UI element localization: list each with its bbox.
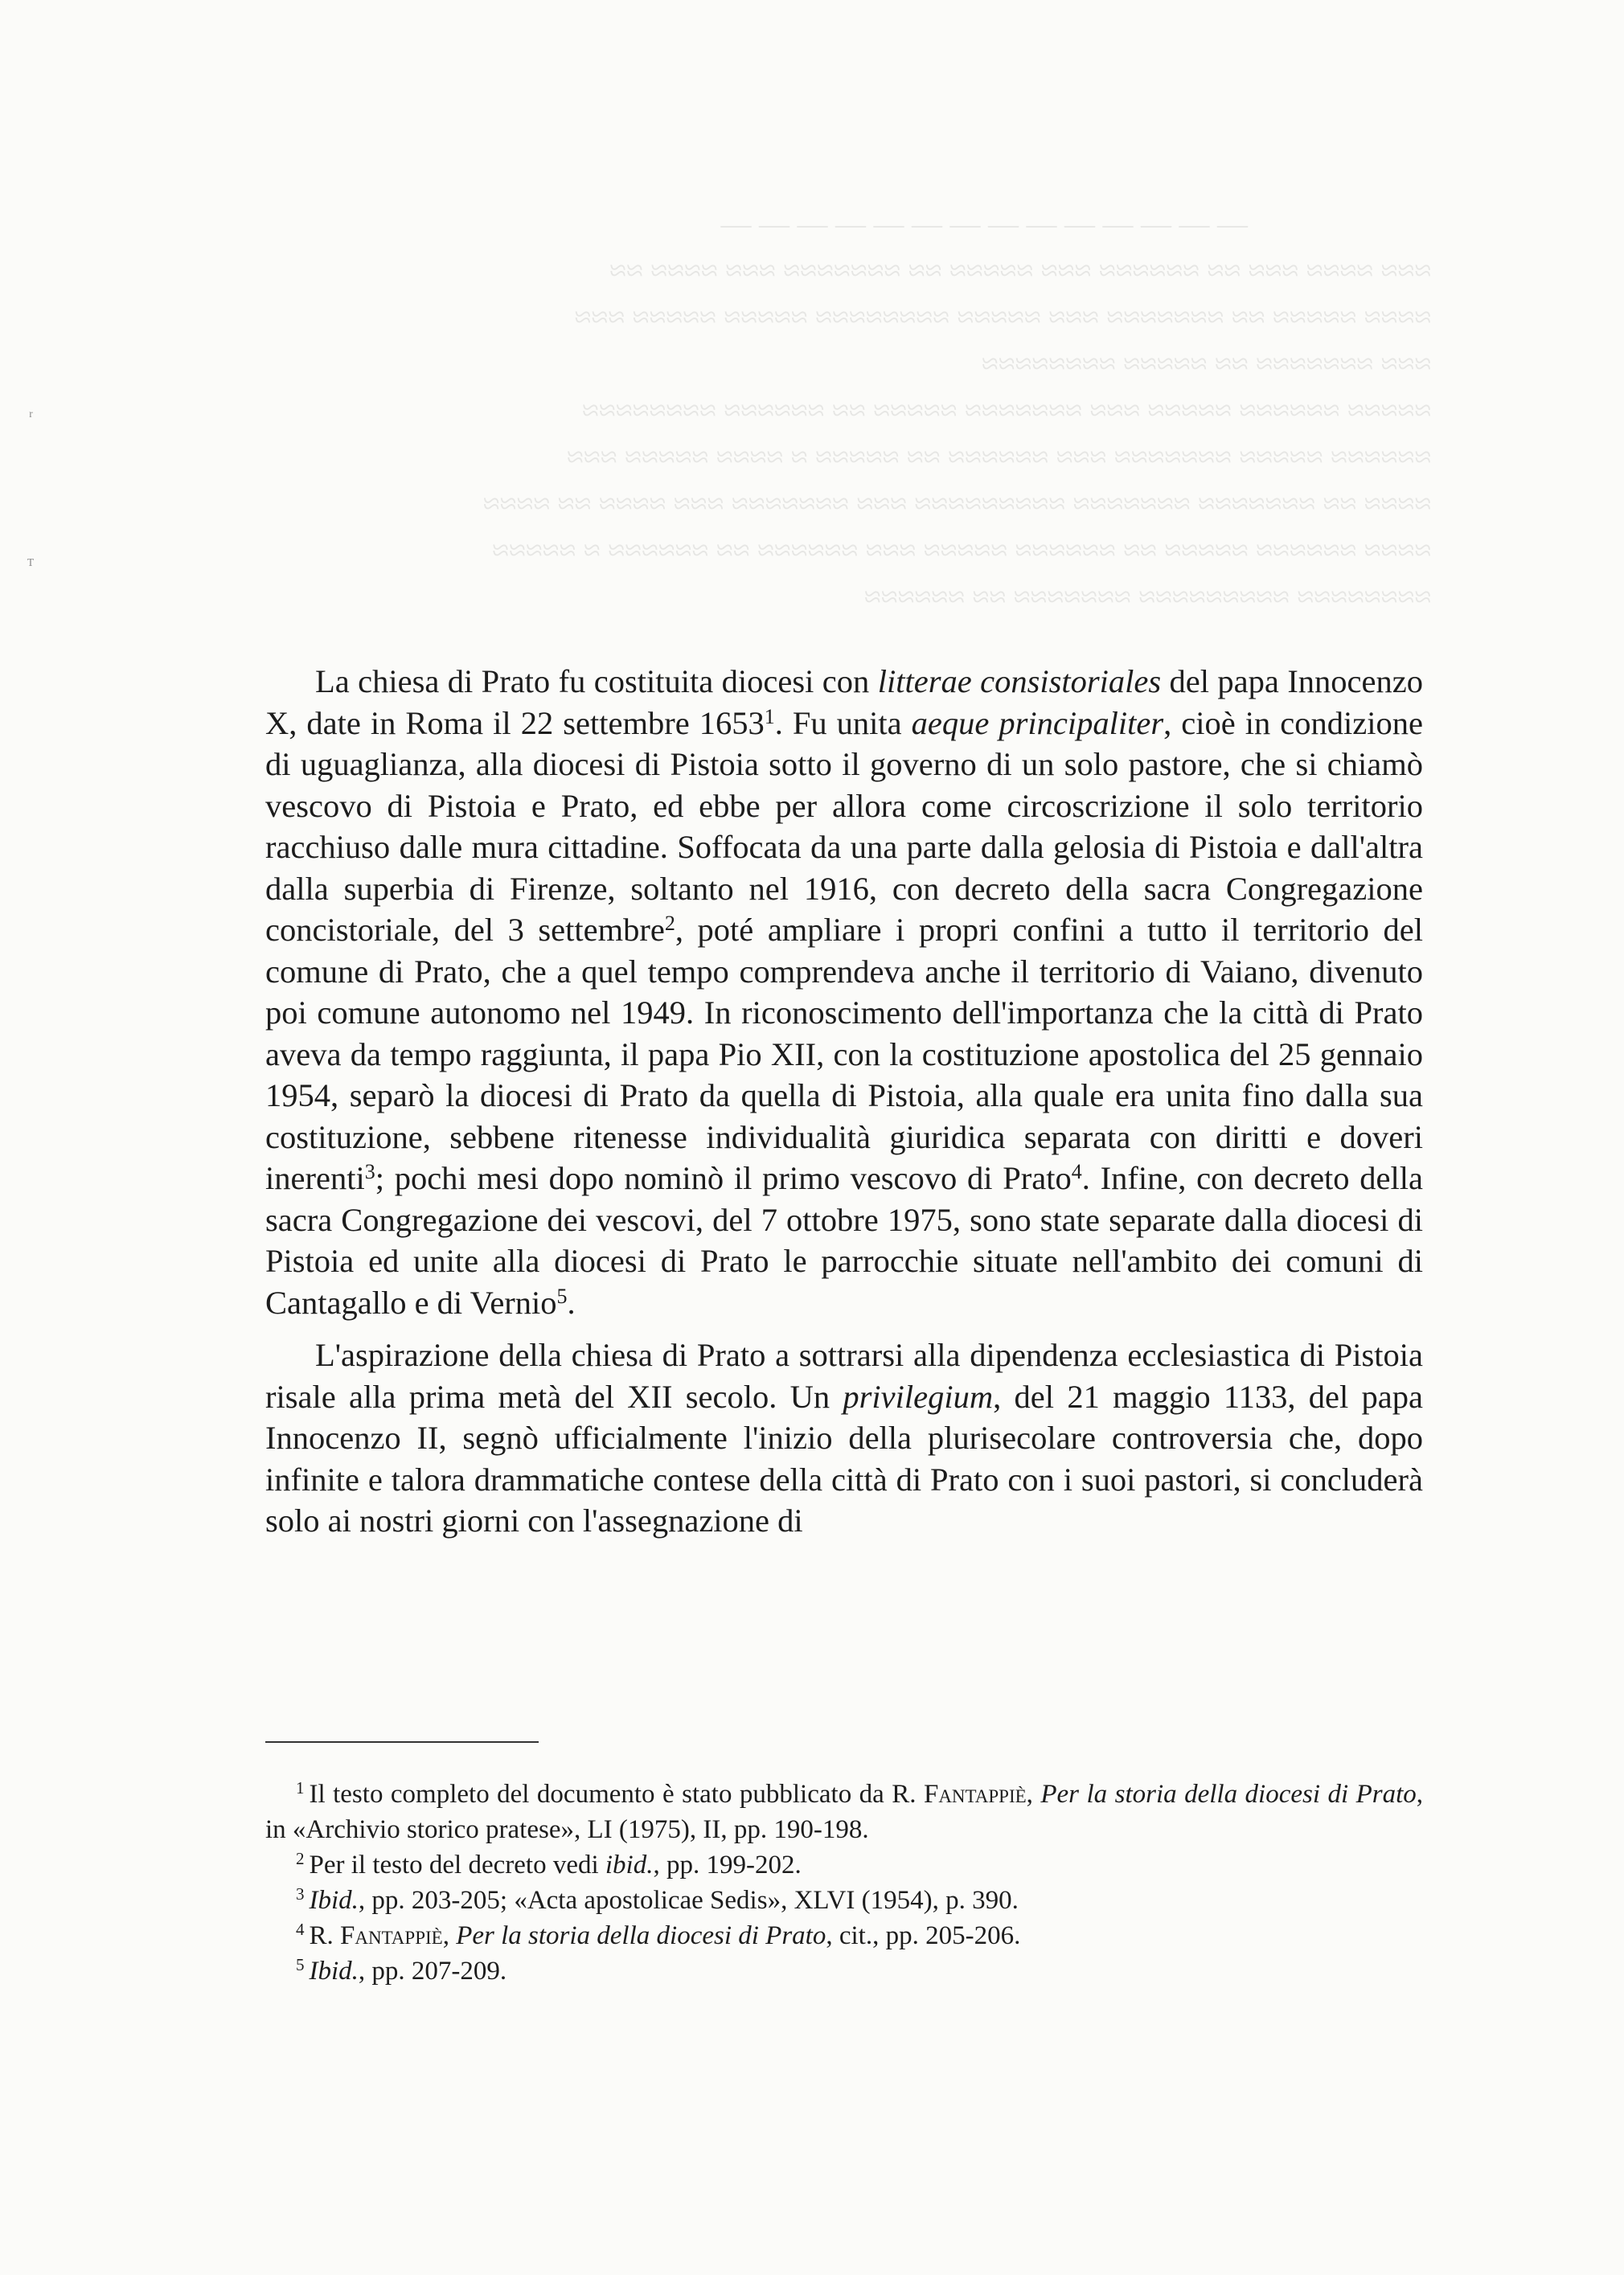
italic-term: litterae consistoriales: [877, 663, 1162, 699]
text-run: del papa Innocenzo X, date in Roma il 22 settembre 1653: [265, 663, 1423, 741]
footnote-2: [265, 1847, 1423, 1883]
footnote-5: [265, 1953, 1423, 1989]
author-name: Fantappiè: [340, 1921, 443, 1950]
note-text: , pp. 199-202.: [653, 1851, 802, 1879]
footnotes: [265, 1777, 1423, 1989]
footnote-ref: 1: [764, 704, 775, 728]
text-run: L'aspirazione della chiesa di Prato a sottrarsi alla dipendenza ecclesiastica di Pistoia risale alla prima metà del XII secolo. Un: [265, 1337, 1423, 1415]
note-title: Per la storia della diocesi di Prato: [1040, 1780, 1417, 1809]
footnote-3: [265, 1883, 1423, 1918]
footnote-ref: 4: [1071, 1160, 1082, 1183]
footnote-number: 5: [296, 1955, 305, 1974]
author-name: Fantappiè: [923, 1780, 1027, 1809]
note-title: Per la storia della diocesi di Prato: [456, 1921, 826, 1950]
note-title: Ibid.: [309, 1886, 359, 1915]
note-text: Il testo completo del documento è stato pubblicato da R.: [309, 1780, 924, 1809]
text-run: ; pochi mesi dopo nominò il primo vescovo di Prato: [375, 1160, 1072, 1196]
note-text: , in «Archivio storico pratese», LI (1975), II, pp. 190-198.: [265, 1780, 1423, 1844]
note-text: Per il testo del decreto vedi: [309, 1851, 605, 1879]
footnote-number: 2: [296, 1849, 305, 1868]
italic-term: aeque principaliter: [911, 704, 1164, 741]
main-text: [265, 661, 1423, 1542]
text-run: . Fu unita: [774, 704, 912, 741]
note-title: Ibid.: [309, 1957, 359, 1986]
bleed-through-text: — — — — — — — — — — — — — — ≈≈≈ ≈≈≈≈ ≈≈≈ ≈≈ ≈≈≈≈≈≈ ≈≈≈ ≈≈≈≈≈ ≈≈ ≈≈≈≈≈≈≈ ≈≈≈ ≈≈≈≈ ≈≈ ≈≈≈≈ ≈≈≈≈≈ ≈≈ ≈≈≈≈≈≈≈ ≈≈≈ ≈≈≈≈≈ ≈≈≈≈≈≈≈≈ ≈≈≈≈≈ ≈≈≈≈≈ ≈≈≈ ≈≈≈ ≈≈≈≈≈≈≈ ≈≈ ≈≈≈≈≈ ≈≈≈≈≈≈≈≈ ≈≈≈≈≈ ≈≈≈≈≈≈ ≈≈≈≈≈ ≈≈≈ ≈≈≈≈≈≈≈ ≈≈≈≈≈ ≈≈ ≈≈≈≈≈≈ ≈≈≈≈≈≈≈≈ ≈≈≈≈≈≈ ≈≈≈≈≈ ≈≈≈≈≈≈≈ ≈≈≈ ≈≈≈≈≈≈ ≈≈ ≈≈≈≈≈ ≈ ≈≈≈≈ ≈≈≈≈≈ ≈≈≈ ≈≈≈≈ ≈≈ ≈≈≈≈≈≈≈ ≈≈≈≈≈≈≈ ≈≈≈≈≈≈≈≈≈ ≈≈≈ ≈≈≈≈≈≈≈ ≈≈≈ ≈≈≈≈ ≈≈ ≈≈≈≈ ≈≈≈≈ ≈≈≈≈≈≈ ≈≈≈≈≈ ≈≈ ≈≈≈≈≈≈ ≈≈≈≈≈ ≈≈≈ ≈≈≈≈≈≈ ≈≈ ≈≈≈≈≈≈ ≈ ≈≈≈≈≈ ≈≈≈≈≈≈≈≈ ≈≈≈≈≈≈≈≈≈ ≈≈≈≈≈≈≈ ≈≈ ≈≈≈≈≈≈: [482, 207, 1431, 614]
note-text: , cit., pp. 205-206.: [826, 1921, 1021, 1950]
note-text: R.: [309, 1921, 341, 1950]
note-text: ,: [1026, 1780, 1041, 1809]
text-run: . Infine, con decreto della sacra Congregazione dei vescovi, del 7 ottobre 1975, sono state separate dalla diocesi di Pistoia ed unite alla diocesi di Prato le parrocchie situate nell'ambito dei comuni di Cantagallo e di Vernio: [265, 1160, 1423, 1321]
footnote-ref: 5: [556, 1284, 568, 1308]
note-text: ,: [442, 1921, 457, 1950]
footnote-1: [265, 1777, 1423, 1847]
text-run: La chiesa di Prato fu costituita diocesi con: [315, 663, 878, 699]
footnote-ref: 2: [664, 912, 675, 935]
footnote-4: [265, 1918, 1423, 1953]
note-title: ibid.: [605, 1851, 654, 1879]
text-run: , poté ampliare i propri confini a tutto il territorio del comune di Prato, che a quel tempo comprendeva anche il territorio di Vaiano, divenuto poi comune autonomo nel 1949. In riconoscimento dell'importanza che la città di Prato aveva da tempo raggiunta, il papa Pio XII, con la costituzione apostolica del 25 gennaio 1954, separò la diocesi di Prato da quella di Pistoia, alla quale era unita fino dalla sua costituzione, sebbene ritenesse individualità giuridica separata con diritti e doveri inerenti: [265, 912, 1423, 1196]
text-run: , del 21 maggio 1133, del papa Innocenzo II, segnò ufficialmente l'inizio della plurisecolare controversia che, dopo infinite e talora drammatiche contese della città di Prato con i suoi pastori, si concluderà solo ai nostri giorni con l'assegnazione di: [265, 1378, 1423, 1539]
footnote-number: 3: [296, 1884, 305, 1904]
scan-speck: ᵀ: [27, 555, 34, 575]
text-run: , cioè in condizione di uguaglianza, alla diocesi di Pistoia sotto il governo di un solo pastore, che si chiamò vescovo di Pistoia e Prato, ed ebbe per allora come circoscrizione il solo territorio racchiuso dalle mura cittadine. Soffocata da una parte dalla gelosia di Pistoia e dall'altra dalla superbia di Firenze, soltanto nel 1916, con decreto della sacra Congregazione concistoriale, del 3 settembre: [265, 704, 1423, 948]
italic-term: privilegium: [843, 1378, 994, 1415]
note-text: , pp. 203-205; «Acta apostolicae Sedis», XLVI (1954), p. 390.: [358, 1886, 1019, 1915]
paragraph-1: [265, 661, 1423, 1323]
footnote-number: 4: [296, 1920, 305, 1939]
scan-speck: ʳ: [29, 406, 33, 426]
text-run: .: [567, 1284, 576, 1321]
footnote-rule: [265, 1741, 539, 1743]
paragraph-2: [265, 1334, 1423, 1542]
footnote-ref: 3: [364, 1160, 375, 1183]
note-text: , pp. 207-209.: [358, 1957, 507, 1986]
footnote-number: 1: [296, 1778, 305, 1797]
